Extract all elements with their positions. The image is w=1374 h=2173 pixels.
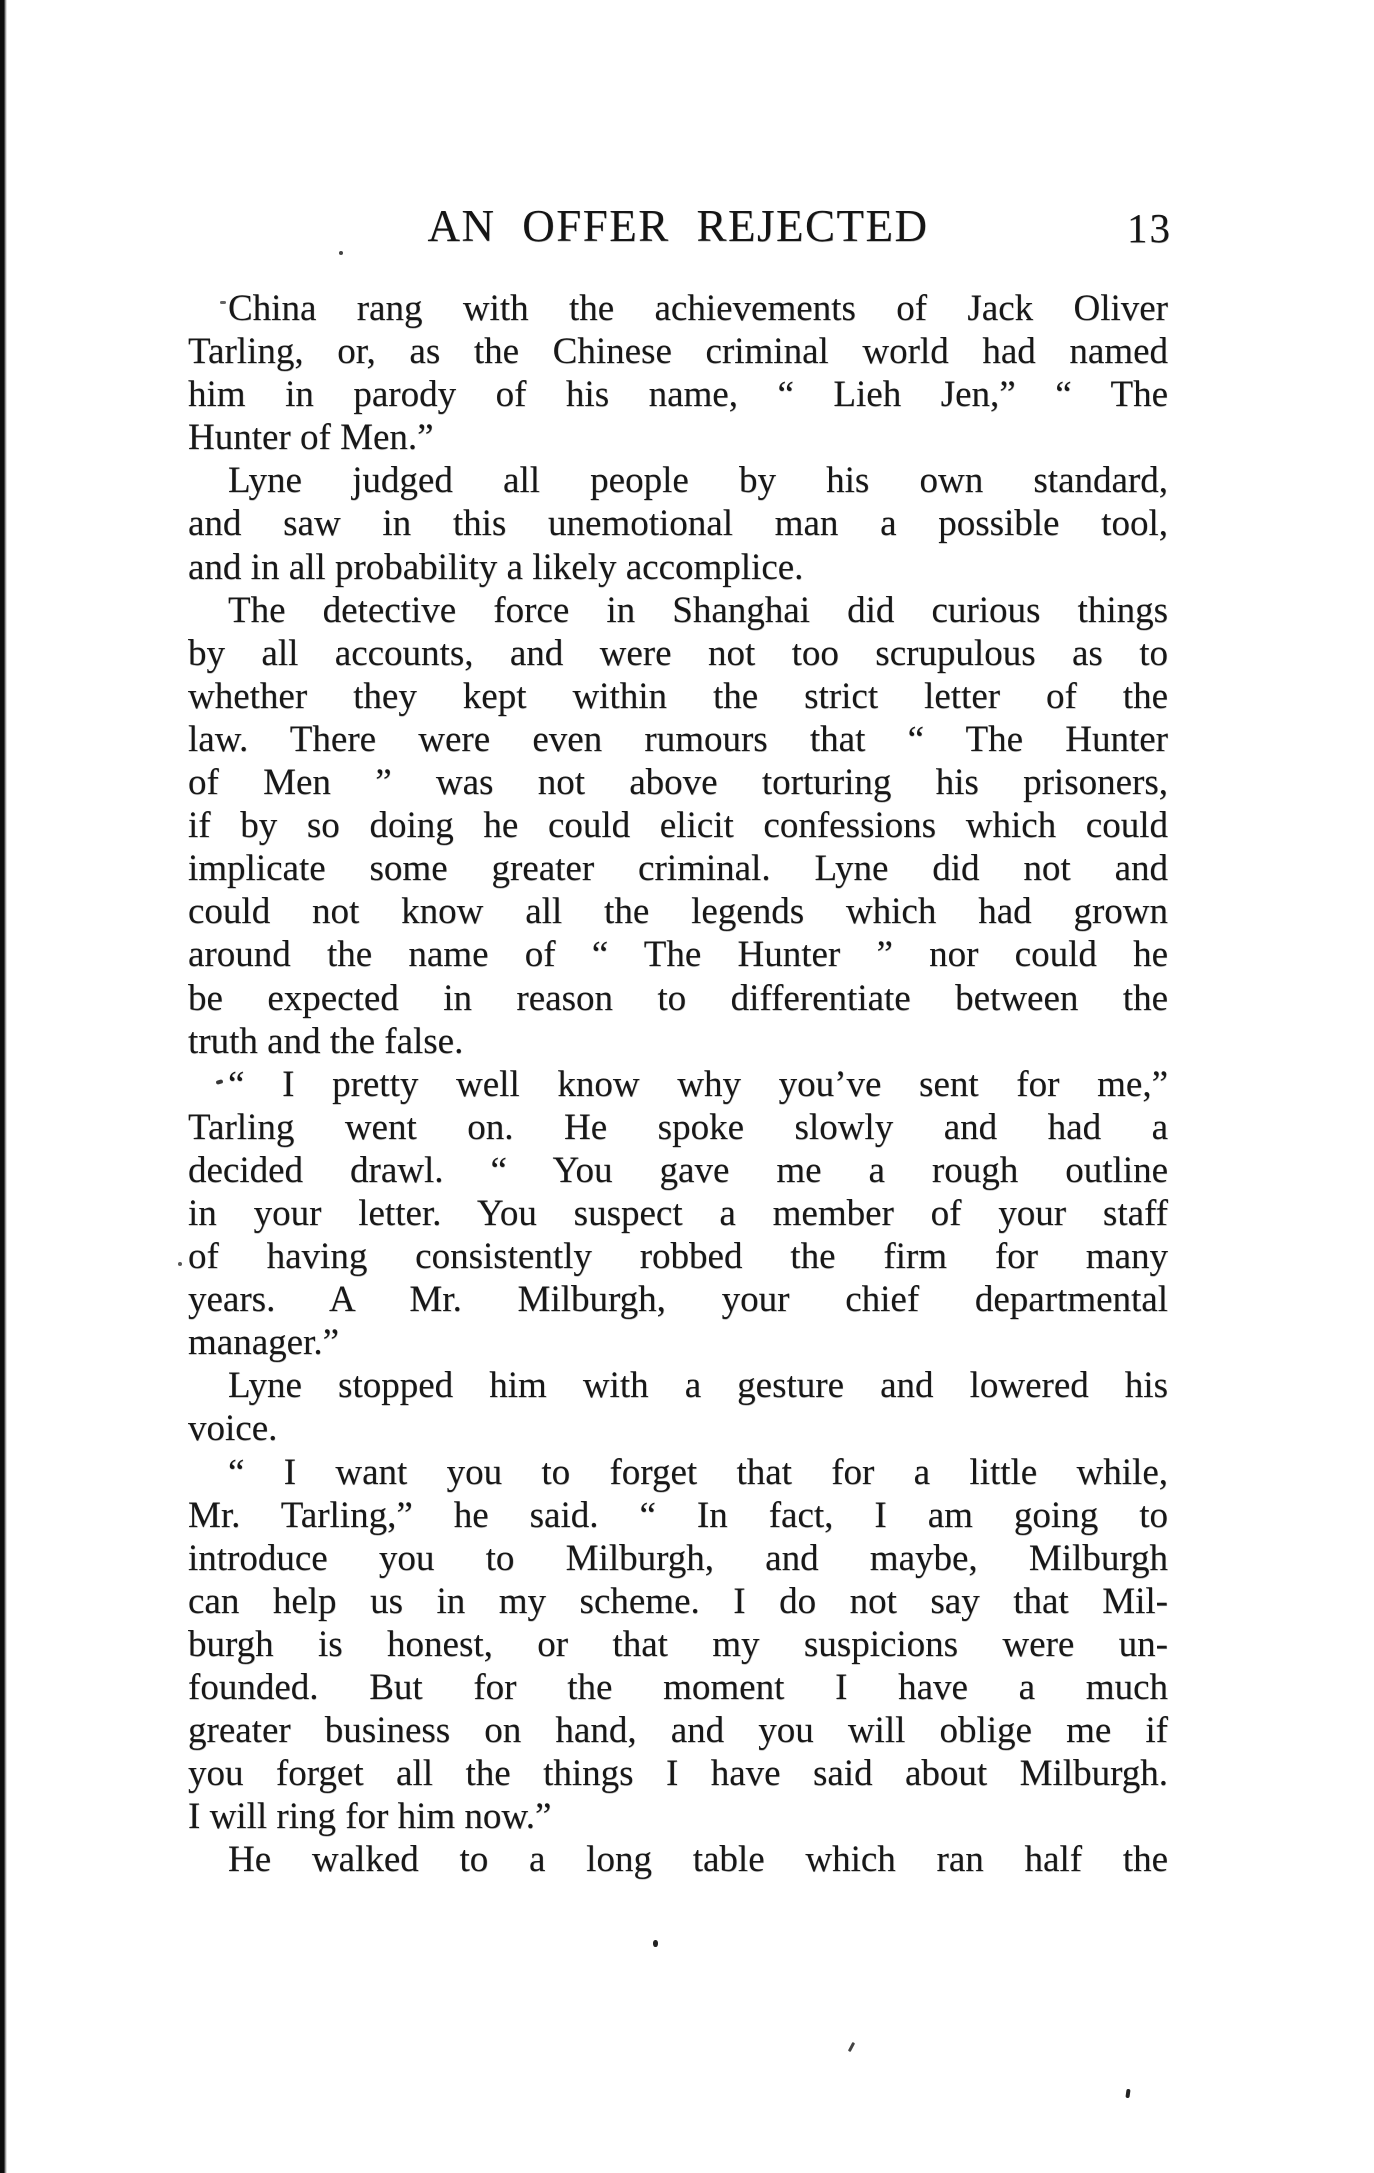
- text-line: him in parody of his name, “ Lieh Jen,” “ The: [188, 374, 1168, 416]
- text-line: Mr. Tarling,” he said. “ In fact, I am going to: [188, 1494, 1168, 1536]
- text-line: I will ring for him now.”: [188, 1796, 552, 1838]
- text-line: founded. But for the moment I have a much: [188, 1667, 1168, 1708]
- scan-speck: [653, 1940, 658, 1947]
- page-number: 13: [1127, 205, 1172, 251]
- scan-speck: [220, 301, 226, 304]
- text-line: Hunter of Men.”: [188, 417, 434, 459]
- text-line: law. There were even rumours that “ The Hunter: [188, 718, 1168, 760]
- text-line: truth and the false.: [188, 1020, 464, 1062]
- text-line: He walked to a long table which ran half the: [228, 1839, 1168, 1881]
- text-line: and in all probability a likely accomplice.: [188, 546, 804, 588]
- text-line: be expected in reason to differentiate between the: [188, 977, 1168, 1019]
- text-line: implicate some greater criminal. Lyne did not and: [188, 848, 1168, 890]
- text-line: decided drawl. “ You gave me a rough outline: [188, 1149, 1168, 1191]
- running-header: AN OFFER REJECTED: [427, 201, 929, 251]
- text-line: whether they kept within the strict letter of the: [188, 675, 1168, 717]
- scan-speck: [1125, 2089, 1130, 2098]
- text-line: years. A Mr. Milburgh, your chief departmental: [188, 1279, 1168, 1321]
- text-line: of having consistently robbed the firm for many: [188, 1236, 1168, 1278]
- scan-speck: [339, 251, 343, 255]
- text-line: Tarling, or, as the Chinese criminal world had named: [188, 331, 1168, 373]
- scan-gutter-edge: [0, 0, 7, 2173]
- text-line: could not know all the legends which had grown: [188, 891, 1168, 933]
- text-line: Tarling went on. He spoke slowly and had a: [188, 1106, 1168, 1148]
- scan-speck: [848, 2042, 855, 2052]
- text-line: if by so doing he could elicit confessions which could: [188, 805, 1168, 847]
- text-line: voice.: [188, 1408, 278, 1450]
- scan-speck: [178, 1262, 182, 1266]
- text-line: China rang with the achievements of Jack Oliver: [228, 288, 1168, 329]
- text-line: in your letter. You suspect a member of your staff: [188, 1192, 1168, 1234]
- text-line: introduce you to Milburgh, and maybe, Milburgh: [188, 1537, 1168, 1579]
- text-line: “ I want you to forget that for a little while,: [228, 1451, 1168, 1493]
- text-line: by all accounts, and were not too scrupulous as to: [188, 632, 1168, 674]
- text-line: you forget all the things I have said about Milburgh.: [188, 1753, 1168, 1795]
- text-line: around the name of “ The Hunter ” nor could he: [188, 934, 1168, 976]
- text-line: “ I pretty well know why you’ve sent for me,”: [228, 1063, 1168, 1105]
- text-line: The detective force in Shanghai did curious things: [228, 589, 1168, 631]
- text-line: burgh is honest, or that my suspicions were un-: [188, 1623, 1168, 1665]
- text-line: greater business on hand, and you will oblige me if: [188, 1710, 1168, 1752]
- text-line: Lyne judged all people by his own standard,: [228, 460, 1168, 502]
- text-line: of Men ” was not above torturing his prisoners,: [188, 762, 1168, 804]
- text-line: and saw in this unemotional man a possible tool,: [188, 503, 1168, 545]
- page-text: [188, 287, 1168, 1881]
- text-line: can help us in my scheme. I do not say that Mil-: [188, 1580, 1168, 1622]
- text-line: manager.”: [188, 1322, 339, 1364]
- text-line: Lyne stopped him with a gesture and lowered his: [228, 1365, 1168, 1407]
